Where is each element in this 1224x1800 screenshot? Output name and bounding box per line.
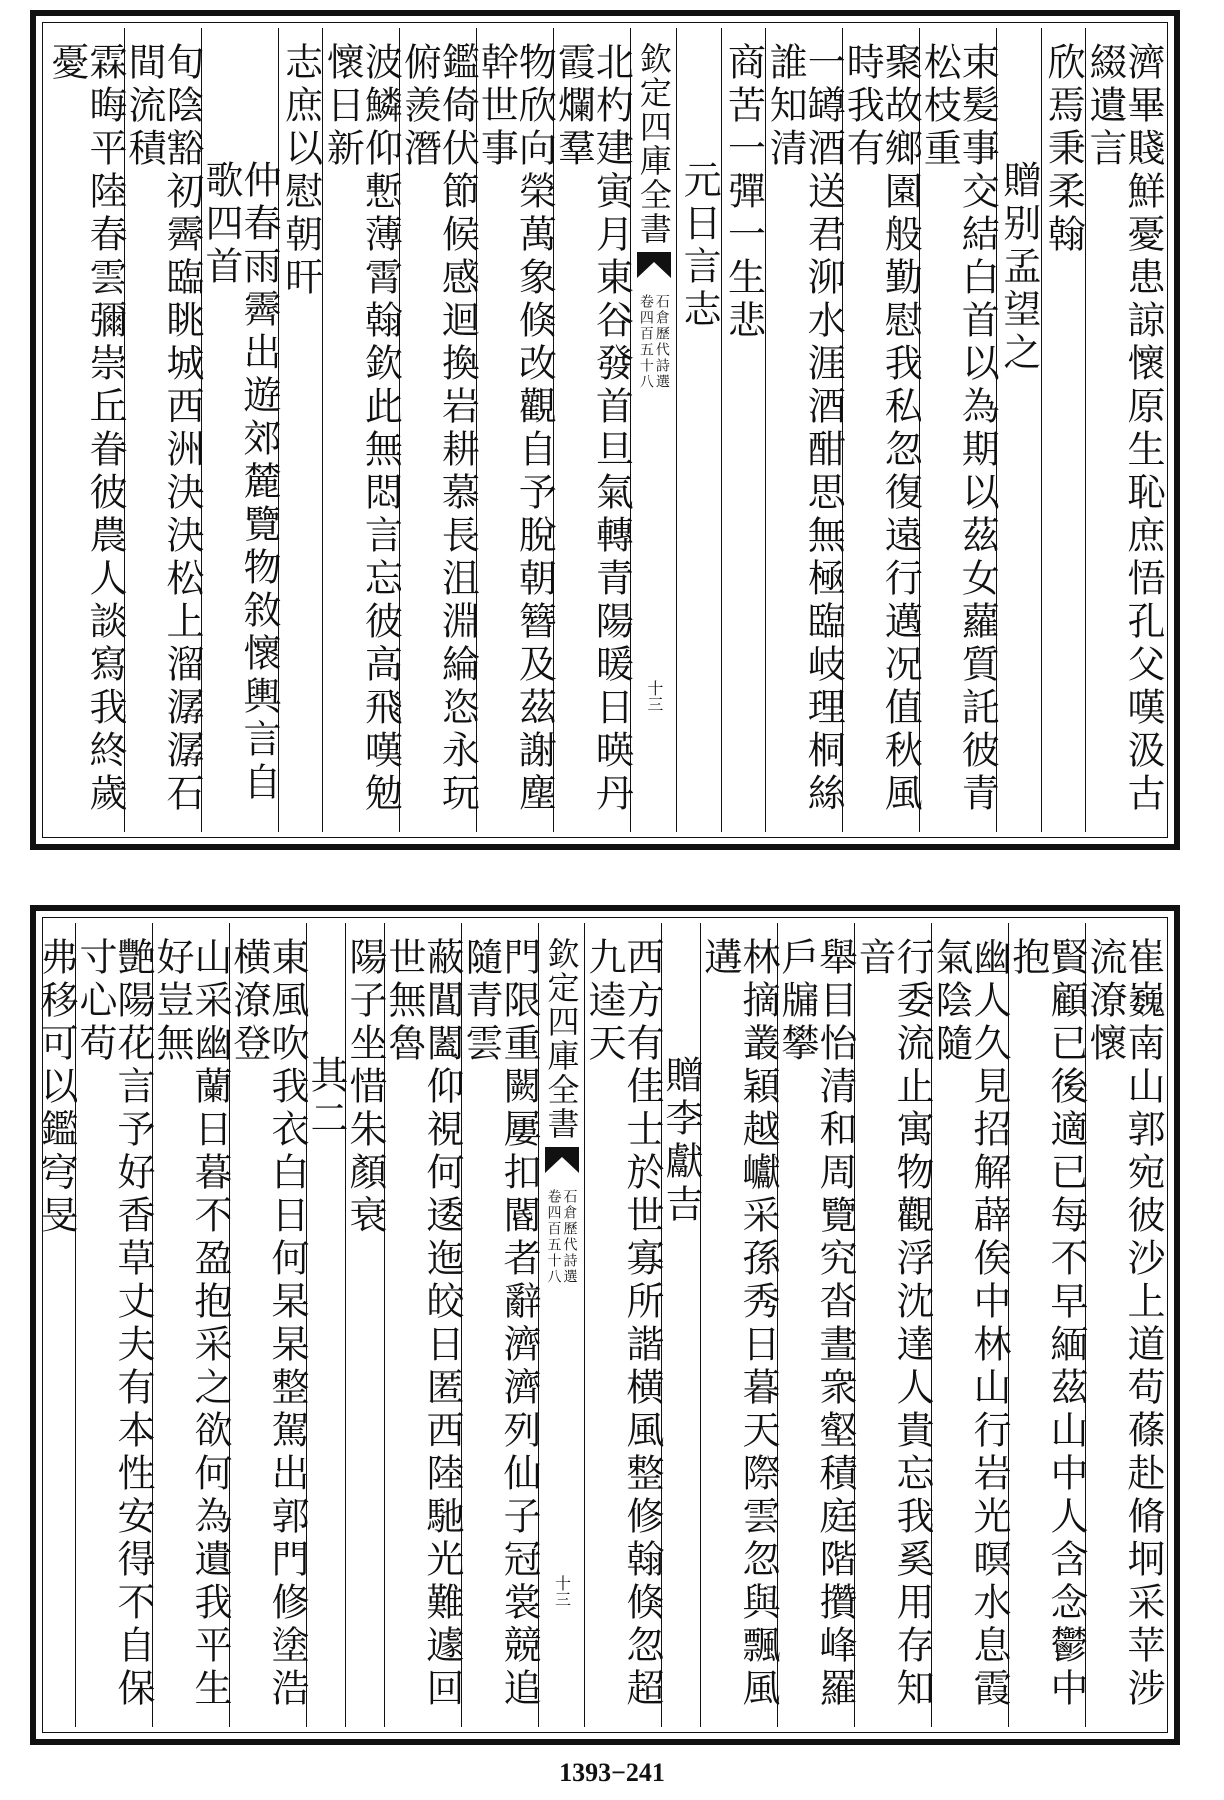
text-column: 志庶以慰朝旰: [278, 28, 322, 832]
text-column: 陽子坐惜朱顏衰: [345, 923, 384, 1727]
fish-tail-mark-icon: [637, 252, 671, 278]
center-fold-column: [538, 923, 584, 1727]
text-column: 行委流止寓物觀浮沈達人貴忘我奚用存知音: [854, 923, 931, 1727]
text-column: 欣焉秉柔翰: [1041, 28, 1085, 832]
poem-title-column: 贈李獻吉: [661, 923, 700, 1727]
text-column: 濟畢賤鮮憂患諒懷原生恥庶悟孔父嘆汲古綴遺言: [1085, 28, 1162, 832]
text-column: 崔巍南山郭宛彼沙上道苟蓧赴脩坰采苹涉流潦懷: [1085, 923, 1162, 1727]
text-column: 東風吹我衣白日何杲杲整駕出郭門修塗浩横潦登: [229, 923, 306, 1727]
book-title: 欽定四庫全書: [542, 937, 581, 1141]
text-column: 鑑倚伏節候感迴換岩耕慕長沮淵綸恣永玩俯羨潛: [399, 28, 476, 832]
volume-number: 卷四百五十八: [637, 294, 654, 390]
volume-info: [639, 294, 669, 390]
text-column: 波鱗仰慙薄霄翰欽此無悶言忘彼高飛嘆勉懷日新: [322, 28, 399, 832]
poem-title-column: 贈别孟望之: [996, 28, 1040, 832]
text-column: 物欣向榮萬象倏改觀自予脫朝簪及茲謝塵幹世事: [476, 28, 553, 832]
page-lower: [30, 905, 1180, 1745]
text-column: 一罇酒送君泖水涯酒酣思無極臨岐理桐絲誰知清: [765, 28, 842, 832]
text-column: 商苦一彈一生悲: [721, 28, 765, 832]
volume-info: [547, 1189, 577, 1285]
center-fold-column: [630, 28, 676, 832]
collection-title: 石倉歷代詩選: [653, 294, 670, 390]
text-column: 弗移可以鑑穹旻: [34, 937, 78, 1238]
poem-title-column: 其二: [306, 923, 345, 1727]
leaf-number: 十三: [552, 1575, 572, 1607]
text-column: 西方有佳士於世寡所諧横風整修翰倏忽超九逵天: [584, 923, 661, 1727]
poem-title-column: 元日言志: [676, 28, 720, 832]
text-column: 北杓建寅月東谷發首旦氣轉青陽暖日暎丹霞爛羣: [553, 28, 630, 832]
text-column: 蔽閶闔仰視何逶迤皎日匿西陸馳光難遽回世無魯: [384, 923, 461, 1727]
text-column: 聚故鄉園般勤慰我私忽復遠行邁况值秋風時我有: [842, 28, 919, 832]
page-upper: [30, 10, 1180, 850]
volume-number: 卷四百五十八: [545, 1189, 562, 1285]
text-column: 艷陽花言予好香草丈夫有本性安得不自保寸心苟: [75, 923, 152, 1727]
leaf-number: 十三: [644, 680, 664, 712]
text-column: 霖晦平陸春雲彌崇丘眷彼農人談寫我終歲憂: [44, 42, 127, 816]
text-column: 山采幽蘭日暮不盈抱采之欲何為遺我平生好豈無: [152, 923, 229, 1727]
collection-title: 石倉歷代詩選: [561, 1189, 578, 1285]
poem-title-column: 仲春雨霽出遊郊麓覽物敘懷輿言自歌四首: [201, 28, 278, 832]
page-footer-number: 1393−241: [559, 1758, 665, 1787]
text-column: 林摘叢穎越巘采孫秀日暮天際雲忽與飄風遘: [700, 923, 777, 1727]
text-column: 賢顧已後適已每不早緬茲山中人含念鬱中抱: [1008, 923, 1085, 1727]
text-column: 束髪事交結白首以為期以茲女蘿質託彼青松枝重: [919, 28, 996, 832]
fish-tail-mark-icon: [545, 1147, 579, 1173]
text-column: 舉目怡清和周覽究沓晝衆壑積庭階攢峰羅戶牖攀: [777, 923, 854, 1727]
book-title: 欽定四庫全書: [634, 42, 673, 246]
text-column: 門限重闕屢扣閽者辭濟濟列仙子冠裳競追隨青雲: [461, 923, 538, 1727]
text-column: 旬陰豁初霽臨眺城西洲決決松上溜潺潺石間流積: [124, 28, 201, 832]
text-column: 幽人久見招解薜俟中林山行岩光暝水息霞氣陰隨: [931, 923, 1008, 1727]
